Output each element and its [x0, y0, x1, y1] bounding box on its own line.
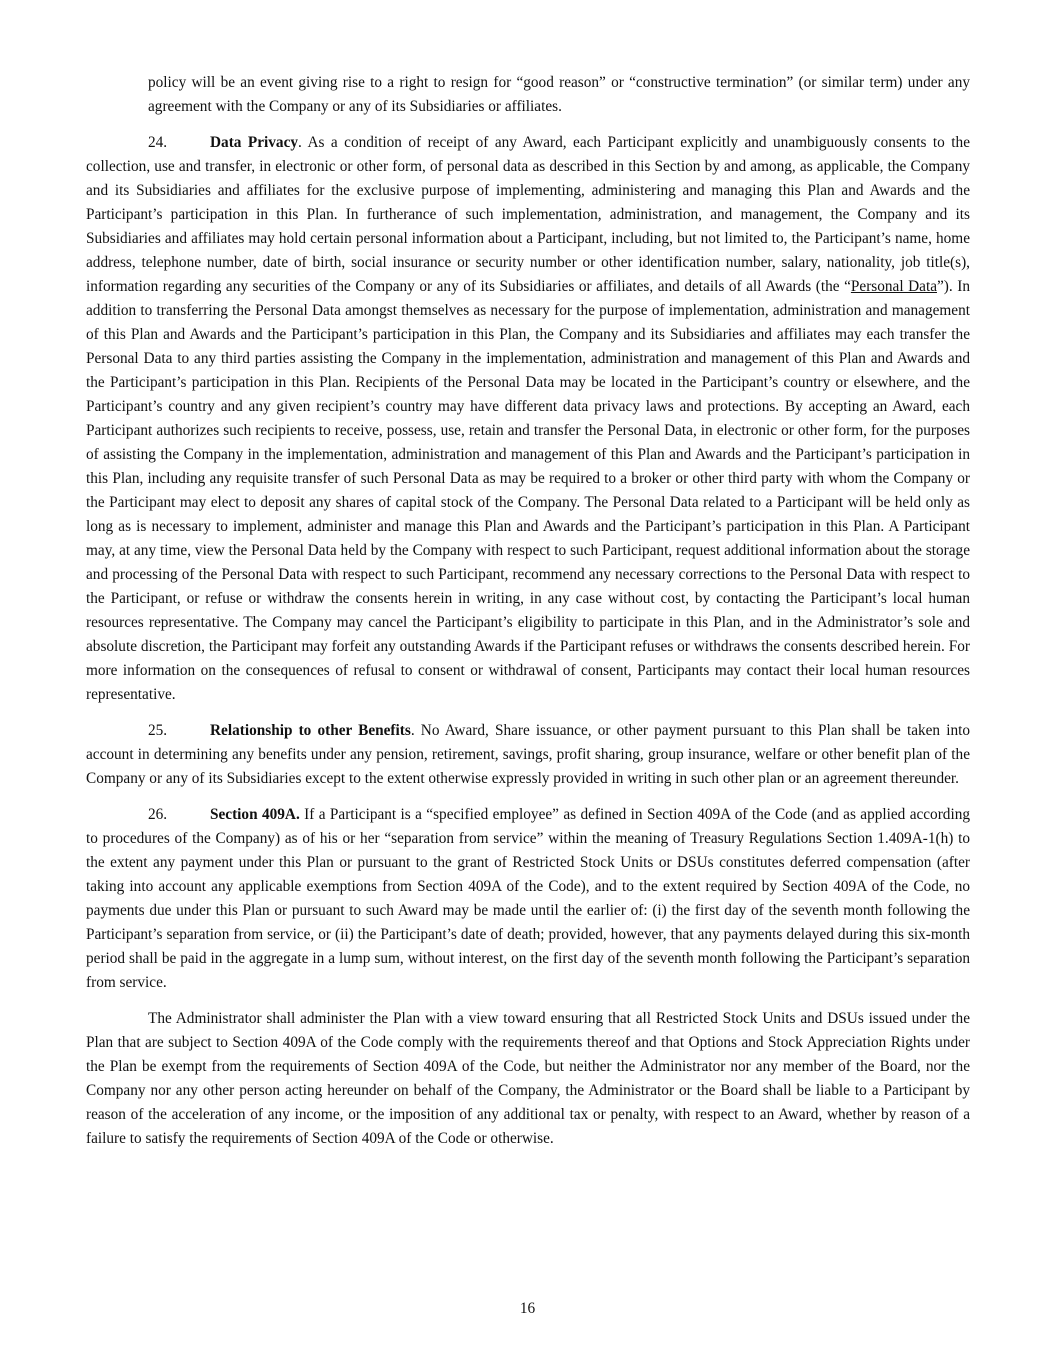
closing-paragraph: The Administrator shall administer the Plan with a view toward ensuring that all Restricted Stock Units and DSUs issued under the Plan that are subject to Section 409A of the Code comply with the requirements thereof and that Options and Stock Appreciation Rights under the Plan be exempt from the requirements of Section 409A of the Code, but neither the Administrator nor any member of the Board, nor the Company nor any other person acting hereunder on behalf of the Company, the Administrator or the Board shall be liable to a Participant by reason of the acceleration of any income, or the imposition of any additional tax or penalty, with respect to an Award, whether by reason of a failure to satisfy the requirements of Section 409A of the Code or otherwise.: [86, 1010, 970, 1147]
section-25-text: . No Award, Share issuance, or other payment pursuant to this Plan shall be taken into account in determining any benefits under any pension, retirement, savings, profit sharing, group insurance, welfare or other benefit plan of the Company or any of its Subsidiaries except to the extent otherwise expressly provided in writing in such other plan or an agreement thereunder.: [86, 722, 970, 787]
page-number: 16: [519, 1300, 536, 1317]
section-24-heading: Data Privacy: [210, 134, 299, 151]
section-26-heading: Section 409A.: [210, 806, 300, 823]
personal-data-term: Personal Data: [850, 278, 937, 295]
section-26-paragraph: [86, 803, 970, 995]
continuation-paragraph: policy will be an event giving rise to a right to resign for “good reason” or “constructive termination” (or similar term) under any agreement with the Company or any of its Subsidiaries or affiliates.: [148, 74, 970, 115]
document-page: [86, 71, 970, 1151]
section-24-text-after-term: ”). In addition to transferring the Personal Data amongst themselves as necessary for the purpose of implementation, administration and management of this Plan and Awards and the Participant’s participation in this Plan, the Company and its Subsidiaries and affiliates may each transfer the Personal Data to any third parties assisting the Company in the implementation, administration and management of this Plan and Awards and the Participant’s participation in this Plan. Recipients of the Personal Data may be located in the Participant’s country or elsewhere, and the Participant’s country and any given recipient’s country may have different data privacy laws and protections. By accepting an Award, each Participant authorizes such recipients to receive, possess, use, retain and transfer the Personal Data, in electronic or other form, for the purposes of assisting the Company in the implementation, administration and management of this Plan and Awards and the Participant’s participation in this Plan, including any requisite transfer of such Personal Data as may be required to a broker or other third party with whom the Company or the Participant may elect to deposit any shares of capital stock of the Company. The Personal Data related to a Participant will be held only as long as is necessary to implement, administer and manage this Plan and Awards and the Participant’s participation in this Plan. A Participant may, at any time, view the Personal Data held by the Company with respect to such Participant, request additional information about the storage and processing of the Personal Data with respect to such Participant, recommend any necessary corrections to the Personal Data with respect to the Participant, or refuse or withdraw the consents herein in writing, in any case without cost, by contacting the Participant’s local human resources representative. The Company may cancel the Participant’s eligibility to participate in this Plan, and in the Administrator’s sole and absolute discretion, the Participant may forfeit any outstanding Awards if the Participant refuses or withdraws the consents described herein. For more information on the consequences of refusal to consent or withdrawal of consent, Participants may contact their local human resources representative.: [86, 278, 970, 703]
section-24-text-before-term: . As a condition of receipt of any Award, each Participant explicitly and unambiguously consents to the collection, use and transfer, in electronic or other form, of personal data as described in this Section by and among, as applicable, the Company and its Subsidiaries and affiliates for the exclusive purpose of implementing, administering and managing this Plan and Awards and the Participant’s participation in this Plan. In furtherance of such implementation, administration, and management, the Company and its Subsidiaries and affiliates may hold certain personal information about a Participant, including, but not limited to, the Participant’s name, home address, telephone number, date of birth, social insurance or security number or other identification number, salary, nationality, job title(s), information regarding any securities of the Company or any of its Subsidiaries or affiliates, and details of all Awards (the “: [86, 134, 970, 295]
section-25-heading: Relationship to other Benefits: [210, 722, 411, 739]
section-25-number: 25.: [148, 722, 168, 739]
section-24-number: 24.: [148, 134, 168, 151]
section-25-paragraph: [86, 719, 970, 791]
section-26-text: If a Participant is a “specified employee” as defined in Section 409A of the Code (and as applied according to procedures of the Company) as of his or her “separation from service” within the meaning of Treasury Regulations Section 1.409A-1(h) to the extent any payment under this Plan or pursuant to the grant of Restricted Stock Units or DSUs constitutes deferred compensation (after taking into account any applicable exemptions from Section 409A of the Code), and to the extent required by Section 409A of the Code, no payments due under this Plan or pursuant to such Award may be made until the earlier of: (i) the first day of the seventh month following the Participant’s separation from service, or (ii) the Participant’s date of death; provided, however, that any payments delayed during this six-month period shall be paid in the aggregate in a lump sum, without interest, on the first day of the seventh month following the Participant’s separation from service.: [86, 806, 970, 991]
section-26-number: 26.: [148, 806, 168, 823]
section-24-paragraph: [86, 131, 970, 707]
